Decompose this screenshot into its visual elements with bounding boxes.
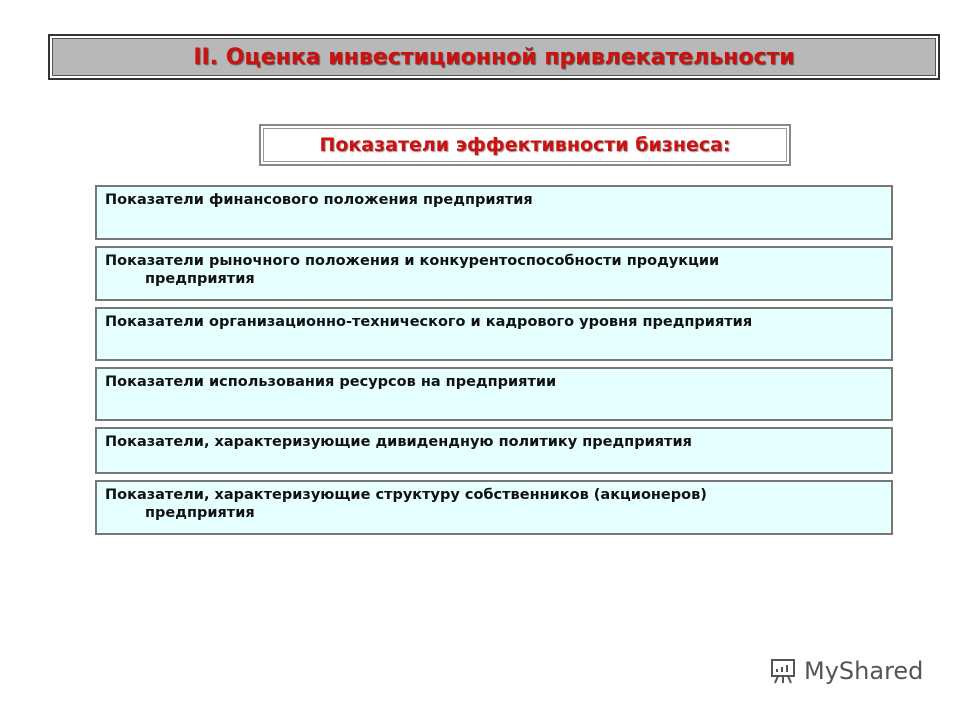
- indicator-text: Показатели, характеризующие дивидендную политику предприятия: [105, 434, 692, 450]
- subtitle-box: [259, 124, 791, 166]
- indicator-text-cont: предприятия: [145, 505, 255, 521]
- presentation-board-icon: [768, 656, 798, 686]
- indicator-text: Показатели организационно-технического и кадрового уровня предприятия: [105, 314, 753, 330]
- subtitle: Показатели эффективности бизнеса:: [319, 134, 731, 156]
- watermark-logo: [768, 656, 923, 686]
- indicator-box: [95, 185, 893, 240]
- slide-title: II. Оценка инвестиционной привлекательности: [193, 44, 795, 70]
- indicator-box: [95, 480, 893, 535]
- indicator-text: Показатели, характеризующие структуру собственников (акционеров): [105, 487, 707, 503]
- indicator-box: [95, 307, 893, 361]
- indicator-box: [95, 427, 893, 474]
- indicator-text: Показатели использования ресурсов на предприятии: [105, 374, 557, 390]
- indicator-text: Показатели финансового положения предприятия: [105, 192, 533, 208]
- indicator-box: [95, 246, 893, 301]
- slide-title-banner: [48, 34, 940, 80]
- indicator-box: [95, 367, 893, 421]
- watermark-text: MyShared: [804, 657, 924, 685]
- indicator-text-cont: предприятия: [145, 271, 255, 287]
- indicator-text: Показатели рыночного положения и конкурентоспособности продукции: [105, 253, 720, 269]
